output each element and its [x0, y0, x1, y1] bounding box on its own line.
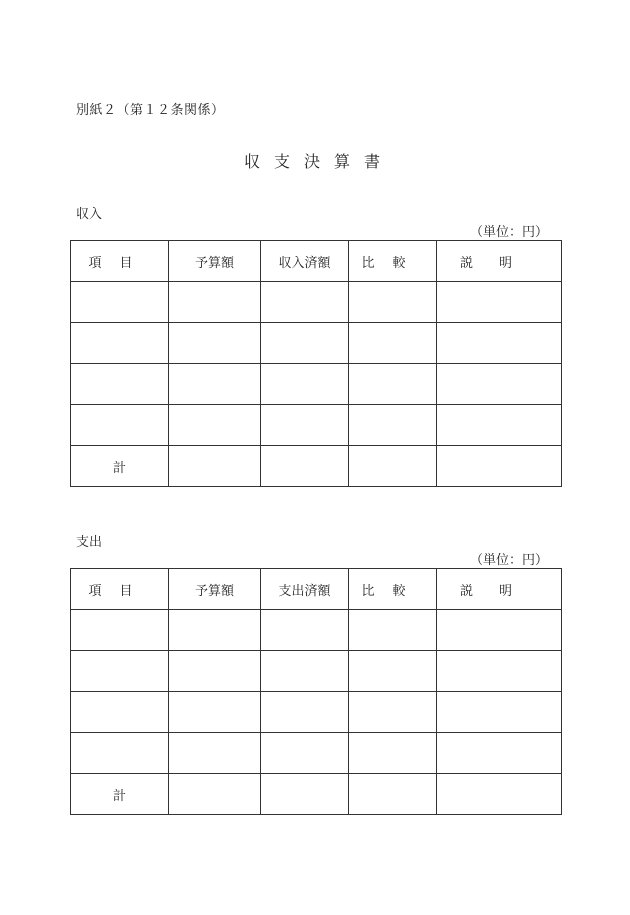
- table-cell[interactable]: [71, 651, 169, 692]
- table-cell[interactable]: [169, 323, 261, 364]
- table-cell[interactable]: [437, 446, 562, 487]
- income-section-label: 収入: [76, 207, 103, 222]
- table-cell[interactable]: [169, 610, 261, 651]
- table-cell[interactable]: [169, 733, 261, 774]
- total-label: 計: [71, 774, 169, 815]
- table-cell[interactable]: [169, 446, 261, 487]
- header-item: 項目: [71, 241, 169, 282]
- table-cell[interactable]: [71, 282, 169, 323]
- table-row: [71, 282, 562, 323]
- table-cell[interactable]: [261, 774, 349, 815]
- table-header-row: [71, 569, 562, 610]
- table-cell[interactable]: [349, 282, 437, 323]
- table-cell[interactable]: [261, 610, 349, 651]
- table-row: [71, 364, 562, 405]
- header-description: 説明: [437, 569, 562, 610]
- table-cell[interactable]: [349, 651, 437, 692]
- total-row: [71, 774, 562, 815]
- table-cell[interactable]: [261, 282, 349, 323]
- table-cell[interactable]: [71, 323, 169, 364]
- attachment-label: 別紙２（第１２条関係）: [76, 103, 225, 118]
- table-cell[interactable]: [261, 323, 349, 364]
- table-cell[interactable]: [349, 610, 437, 651]
- table-cell[interactable]: [261, 651, 349, 692]
- income-unit-label: （単位：円）: [469, 225, 548, 240]
- table-row: [71, 651, 562, 692]
- table-cell[interactable]: [261, 364, 349, 405]
- total-label: 計: [71, 446, 169, 487]
- header-received: 収入済額: [261, 241, 349, 282]
- table-cell[interactable]: [349, 733, 437, 774]
- table-cell[interactable]: [169, 692, 261, 733]
- table-cell[interactable]: [169, 405, 261, 446]
- table-cell[interactable]: [437, 405, 562, 446]
- total-row: [71, 446, 562, 487]
- table-cell[interactable]: [71, 610, 169, 651]
- table-cell[interactable]: [349, 446, 437, 487]
- table-cell[interactable]: [437, 323, 562, 364]
- table-row: [71, 405, 562, 446]
- table-header-row: [71, 241, 562, 282]
- table-cell[interactable]: [261, 733, 349, 774]
- table-cell[interactable]: [437, 692, 562, 733]
- table-cell[interactable]: [261, 405, 349, 446]
- table-row: [71, 692, 562, 733]
- table-row: [71, 733, 562, 774]
- table-row: [71, 323, 562, 364]
- table-cell[interactable]: [261, 692, 349, 733]
- header-budget: 予算額: [169, 241, 261, 282]
- table-cell[interactable]: [169, 651, 261, 692]
- table-cell[interactable]: [437, 610, 562, 651]
- table-cell[interactable]: [437, 733, 562, 774]
- table-cell[interactable]: [71, 405, 169, 446]
- table-cell[interactable]: [437, 651, 562, 692]
- table-cell[interactable]: [349, 405, 437, 446]
- table-cell[interactable]: [349, 323, 437, 364]
- table-cell[interactable]: [169, 774, 261, 815]
- header-comparison: 比較: [349, 569, 437, 610]
- income-table: [70, 240, 562, 487]
- table-cell[interactable]: [71, 364, 169, 405]
- expense-section-label: 支出: [76, 535, 103, 550]
- table-cell[interactable]: [261, 446, 349, 487]
- table-cell[interactable]: [437, 774, 562, 815]
- header-spent: 支出済額: [261, 569, 349, 610]
- table-cell[interactable]: [349, 364, 437, 405]
- header-budget: 予算額: [169, 569, 261, 610]
- table-cell[interactable]: [71, 692, 169, 733]
- header-item: 項目: [71, 569, 169, 610]
- table-cell[interactable]: [437, 364, 562, 405]
- table-cell[interactable]: [437, 282, 562, 323]
- table-row: [71, 610, 562, 651]
- header-description: 説明: [437, 241, 562, 282]
- table-cell[interactable]: [349, 692, 437, 733]
- table-cell[interactable]: [349, 774, 437, 815]
- table-cell[interactable]: [169, 282, 261, 323]
- table-cell[interactable]: [71, 733, 169, 774]
- header-comparison: 比較: [349, 241, 437, 282]
- document-title: 収支決算書: [243, 152, 394, 171]
- table-cell[interactable]: [169, 364, 261, 405]
- expense-table: [70, 568, 562, 815]
- expense-unit-label: （単位：円）: [469, 553, 548, 568]
